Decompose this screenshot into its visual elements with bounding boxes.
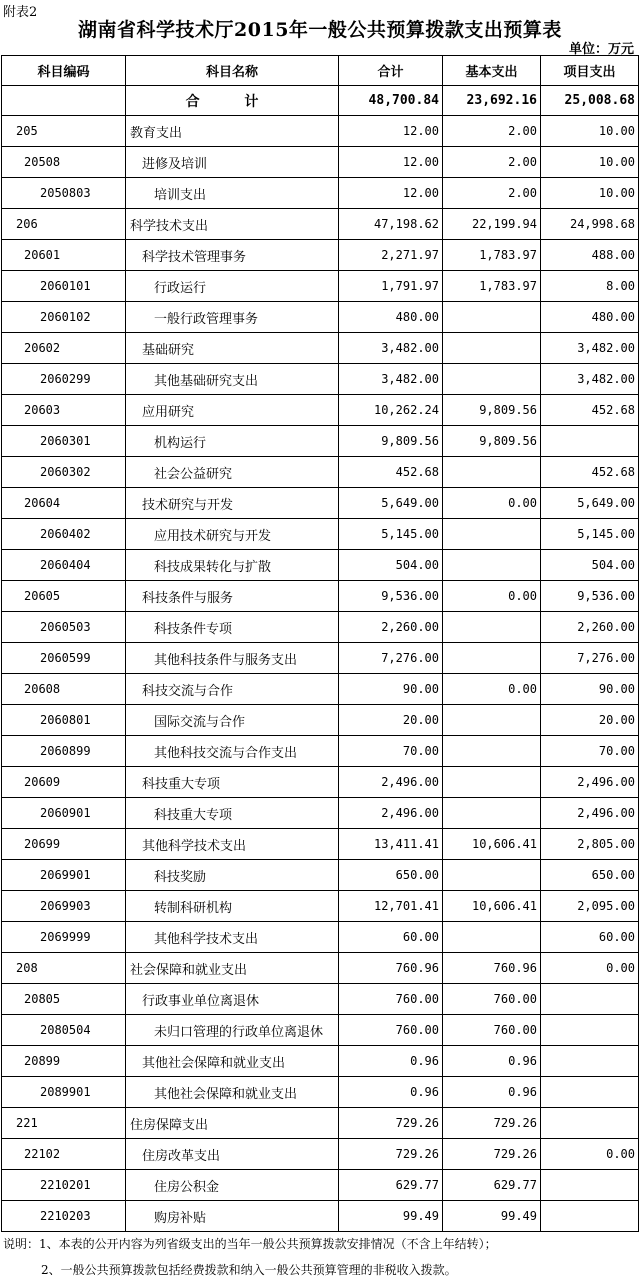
- row-name: 技术研究与开发: [126, 488, 339, 519]
- row-basic: 0.96: [443, 1046, 541, 1077]
- row-basic: 2.00: [443, 178, 541, 209]
- row-basic: [443, 612, 541, 643]
- row-code: 2060102: [2, 302, 126, 333]
- row-sum: 760.00: [339, 984, 443, 1015]
- table-row: [2, 488, 639, 519]
- row-project: 60.00: [541, 922, 639, 953]
- row-name: 购房补贴: [126, 1201, 339, 1232]
- column-header-code: 科目编码: [2, 56, 126, 86]
- row-project: [541, 1170, 639, 1201]
- row-code: 206: [2, 209, 126, 240]
- row-name: 住房保障支出: [126, 1108, 339, 1139]
- row-name: 科技重大专项: [126, 798, 339, 829]
- row-basic: 9,809.56: [443, 395, 541, 426]
- table-row: [2, 550, 639, 581]
- row-code: 208: [2, 953, 126, 984]
- row-name: 机构运行: [126, 426, 339, 457]
- row-name: 科技奖励: [126, 860, 339, 891]
- row-project: 2,095.00: [541, 891, 639, 922]
- row-code: 2080504: [2, 1015, 126, 1046]
- table-row: [2, 1201, 639, 1232]
- row-name: 其他基础研究支出: [126, 364, 339, 395]
- row-name: 一般行政管理事务: [126, 302, 339, 333]
- row-code: 20805: [2, 984, 126, 1015]
- row-code: 2069901: [2, 860, 126, 891]
- row-name: 培训支出: [126, 178, 339, 209]
- row-sum: 47,198.62: [339, 209, 443, 240]
- row-basic: 0.00: [443, 581, 541, 612]
- row-sum: 5,649.00: [339, 488, 443, 519]
- row-name: 行政运行: [126, 271, 339, 302]
- table-row: [2, 612, 639, 643]
- row-name: 其他科学技术支出: [126, 829, 339, 860]
- row-sum: 9,536.00: [339, 581, 443, 612]
- row-code: 2069999: [2, 922, 126, 953]
- row-code: 20603: [2, 395, 126, 426]
- row-project: 3,482.00: [541, 333, 639, 364]
- row-name: 其他科技交流与合作支出: [126, 736, 339, 767]
- page-title: 湖南省科学技术厅2015年一般公共预算拨款支出预算表: [78, 19, 562, 41]
- table-row: [2, 395, 639, 426]
- column-header-sum: 合计: [339, 56, 443, 86]
- row-basic: 0.96: [443, 1077, 541, 1108]
- row-name: 其他社会保障和就业支出: [126, 1077, 339, 1108]
- row-code: 2060599: [2, 643, 126, 674]
- row-basic: [443, 364, 541, 395]
- table-row: [2, 829, 639, 860]
- row-project: 452.68: [541, 457, 639, 488]
- total-project: 25,008.68: [541, 86, 639, 116]
- row-basic: 10,606.41: [443, 891, 541, 922]
- table-row: [2, 1139, 639, 1170]
- row-code: 2060302: [2, 457, 126, 488]
- row-basic: [443, 457, 541, 488]
- row-sum: 729.26: [339, 1108, 443, 1139]
- total-basic: 23,692.16: [443, 86, 541, 116]
- row-sum: 729.26: [339, 1139, 443, 1170]
- row-code: 20899: [2, 1046, 126, 1077]
- row-project: 488.00: [541, 240, 639, 271]
- row-sum: 2,260.00: [339, 612, 443, 643]
- row-name: 转制科研机构: [126, 891, 339, 922]
- row-code: 20602: [2, 333, 126, 364]
- table-row: [2, 953, 639, 984]
- row-project: 3,482.00: [541, 364, 639, 395]
- table-row: [2, 922, 639, 953]
- row-code: 2210201: [2, 1170, 126, 1201]
- row-code: 2060503: [2, 612, 126, 643]
- row-name: 基础研究: [126, 333, 339, 364]
- row-code: 2060801: [2, 705, 126, 736]
- table-row: [2, 364, 639, 395]
- row-sum: 3,482.00: [339, 333, 443, 364]
- row-basic: 10,606.41: [443, 829, 541, 860]
- note-line-2: 2、一般公共预算拨款包括经费拨款和纳入一般公共预算管理的非税收入拨款。: [41, 1263, 457, 1277]
- row-project: 20.00: [541, 705, 639, 736]
- column-header-project: 项目支出: [541, 56, 639, 86]
- row-project: [541, 984, 639, 1015]
- table-row: [2, 116, 639, 147]
- row-sum: 0.96: [339, 1046, 443, 1077]
- row-project: 504.00: [541, 550, 639, 581]
- row-project: [541, 426, 639, 457]
- row-sum: 760.00: [339, 1015, 443, 1046]
- row-project: 7,276.00: [541, 643, 639, 674]
- row-name: 其他科学技术支出: [126, 922, 339, 953]
- table-row: [2, 860, 639, 891]
- row-code: 2060404: [2, 550, 126, 581]
- row-name: 未归口管理的行政单位离退休: [126, 1015, 339, 1046]
- row-basic: 729.26: [443, 1108, 541, 1139]
- row-project: 90.00: [541, 674, 639, 705]
- row-code: 221: [2, 1108, 126, 1139]
- row-sum: 452.68: [339, 457, 443, 488]
- row-name: 科学技术管理事务: [126, 240, 339, 271]
- row-sum: 650.00: [339, 860, 443, 891]
- table-body: [2, 86, 639, 1232]
- table-row: [2, 302, 639, 333]
- row-name: 科技条件专项: [126, 612, 339, 643]
- row-project: 10.00: [541, 178, 639, 209]
- row-basic: [443, 736, 541, 767]
- table-row: [2, 147, 639, 178]
- row-sum: 2,271.97: [339, 240, 443, 271]
- row-project: 70.00: [541, 736, 639, 767]
- row-project: 8.00: [541, 271, 639, 302]
- row-name: 应用技术研究与开发: [126, 519, 339, 550]
- total-label: 合 计: [126, 86, 339, 116]
- row-sum: 10,262.24: [339, 395, 443, 426]
- row-sum: 20.00: [339, 705, 443, 736]
- row-sum: 5,145.00: [339, 519, 443, 550]
- row-sum: 1,791.97: [339, 271, 443, 302]
- row-sum: 12,701.41: [339, 891, 443, 922]
- row-code: 20508: [2, 147, 126, 178]
- row-basic: [443, 705, 541, 736]
- row-name: 科技成果转化与扩散: [126, 550, 339, 581]
- row-basic: 9,809.56: [443, 426, 541, 457]
- row-sum: 60.00: [339, 922, 443, 953]
- row-sum: 629.77: [339, 1170, 443, 1201]
- table-row: [2, 643, 639, 674]
- row-basic: 0.00: [443, 674, 541, 705]
- row-name: 住房公积金: [126, 1170, 339, 1201]
- row-name: 社会保障和就业支出: [126, 953, 339, 984]
- table-row: [2, 178, 639, 209]
- note-line-1: 说明：1、本表的公开内容为列省级支出的当年一般公共预算拨款安排情况（不含上年结转）；: [3, 1237, 497, 1251]
- row-basic: 629.77: [443, 1170, 541, 1201]
- table-row: [2, 1015, 639, 1046]
- total-code-cell: [2, 86, 126, 116]
- row-sum: 12.00: [339, 147, 443, 178]
- row-project: 5,649.00: [541, 488, 639, 519]
- row-project: 24,998.68: [541, 209, 639, 240]
- row-code: 2089901: [2, 1077, 126, 1108]
- row-sum: 480.00: [339, 302, 443, 333]
- row-name: 进修及培训: [126, 147, 339, 178]
- row-name: 其他社会保障和就业支出: [126, 1046, 339, 1077]
- row-basic: [443, 302, 541, 333]
- table-row: [2, 736, 639, 767]
- row-name: 应用研究: [126, 395, 339, 426]
- total-row: [2, 86, 639, 116]
- row-basic: [443, 643, 541, 674]
- row-sum: 9,809.56: [339, 426, 443, 457]
- row-code: 2060101: [2, 271, 126, 302]
- row-code: 20604: [2, 488, 126, 519]
- row-basic: 99.49: [443, 1201, 541, 1232]
- row-code: 2069903: [2, 891, 126, 922]
- table-row: [2, 767, 639, 798]
- row-name: 科技重大专项: [126, 767, 339, 798]
- table-row: [2, 891, 639, 922]
- table-row: [2, 705, 639, 736]
- row-sum: 0.96: [339, 1077, 443, 1108]
- row-project: 10.00: [541, 116, 639, 147]
- row-basic: [443, 550, 541, 581]
- row-sum: 2,496.00: [339, 767, 443, 798]
- row-project: 480.00: [541, 302, 639, 333]
- row-project: 2,496.00: [541, 767, 639, 798]
- row-sum: 7,276.00: [339, 643, 443, 674]
- row-project: 0.00: [541, 953, 639, 984]
- table-row: [2, 457, 639, 488]
- row-basic: 22,199.94: [443, 209, 541, 240]
- table-row: [2, 426, 639, 457]
- row-name: 科技条件与服务: [126, 581, 339, 612]
- row-basic: [443, 333, 541, 364]
- row-code: 2060299: [2, 364, 126, 395]
- row-basic: [443, 860, 541, 891]
- row-project: 0.00: [541, 1139, 639, 1170]
- row-project: [541, 1108, 639, 1139]
- row-code: 2060901: [2, 798, 126, 829]
- row-name: 教育支出: [126, 116, 339, 147]
- row-basic: 760.00: [443, 984, 541, 1015]
- row-basic: 2.00: [443, 147, 541, 178]
- row-sum: 90.00: [339, 674, 443, 705]
- unit-label: 单位：万元: [568, 42, 634, 57]
- row-sum: 760.96: [339, 953, 443, 984]
- table-row: [2, 519, 639, 550]
- row-basic: 0.00: [443, 488, 541, 519]
- row-sum: 70.00: [339, 736, 443, 767]
- row-name: 行政事业单位离退休: [126, 984, 339, 1015]
- row-name: 住房改革支出: [126, 1139, 339, 1170]
- row-project: 2,260.00: [541, 612, 639, 643]
- row-code: 2050803: [2, 178, 126, 209]
- row-code: 20699: [2, 829, 126, 860]
- row-sum: 3,482.00: [339, 364, 443, 395]
- row-basic: 760.00: [443, 1015, 541, 1046]
- row-project: [541, 1046, 639, 1077]
- row-basic: 1,783.97: [443, 271, 541, 302]
- row-basic: 760.96: [443, 953, 541, 984]
- row-code: 20605: [2, 581, 126, 612]
- row-name: 国际交流与合作: [126, 705, 339, 736]
- table-header-row: [2, 56, 639, 86]
- row-name: 社会公益研究: [126, 457, 339, 488]
- table-row: [2, 1170, 639, 1201]
- row-code: 2060899: [2, 736, 126, 767]
- row-code: 205: [2, 116, 126, 147]
- row-project: [541, 1077, 639, 1108]
- row-project: [541, 1015, 639, 1046]
- row-basic: 2.00: [443, 116, 541, 147]
- budget-table: [1, 55, 639, 1232]
- row-basic: [443, 519, 541, 550]
- row-sum: 12.00: [339, 116, 443, 147]
- row-sum: 2,496.00: [339, 798, 443, 829]
- row-project: 2,805.00: [541, 829, 639, 860]
- table-row: [2, 798, 639, 829]
- row-sum: 504.00: [339, 550, 443, 581]
- column-header-basic: 基本支出: [443, 56, 541, 86]
- row-code: 2060301: [2, 426, 126, 457]
- row-code: 20608: [2, 674, 126, 705]
- table-row: [2, 1108, 639, 1139]
- row-code: 20601: [2, 240, 126, 271]
- row-name: 科技交流与合作: [126, 674, 339, 705]
- total-sum: 48,700.84: [339, 86, 443, 116]
- row-basic: [443, 798, 541, 829]
- table-row: [2, 984, 639, 1015]
- row-sum: 12.00: [339, 178, 443, 209]
- table-row: [2, 1046, 639, 1077]
- row-basic: 729.26: [443, 1139, 541, 1170]
- table-row: [2, 271, 639, 302]
- table-row: [2, 209, 639, 240]
- row-basic: 1,783.97: [443, 240, 541, 271]
- table-row: [2, 240, 639, 271]
- row-basic: [443, 767, 541, 798]
- row-basic: [443, 922, 541, 953]
- row-name: 科学技术支出: [126, 209, 339, 240]
- column-header-name: 科目名称: [126, 56, 339, 86]
- row-project: 650.00: [541, 860, 639, 891]
- row-project: [541, 1201, 639, 1232]
- row-code: 2210203: [2, 1201, 126, 1232]
- table-row: [2, 1077, 639, 1108]
- row-code: 2060402: [2, 519, 126, 550]
- attachment-label: 附表2: [3, 5, 38, 20]
- row-project: 2,496.00: [541, 798, 639, 829]
- row-project: 452.68: [541, 395, 639, 426]
- table-row: [2, 581, 639, 612]
- row-sum: 99.49: [339, 1201, 443, 1232]
- row-name: 其他科技条件与服务支出: [126, 643, 339, 674]
- row-code: 22102: [2, 1139, 126, 1170]
- row-sum: 13,411.41: [339, 829, 443, 860]
- table-row: [2, 674, 639, 705]
- table-row: [2, 333, 639, 364]
- row-code: 20609: [2, 767, 126, 798]
- row-project: 10.00: [541, 147, 639, 178]
- row-project: 5,145.00: [541, 519, 639, 550]
- row-project: 9,536.00: [541, 581, 639, 612]
